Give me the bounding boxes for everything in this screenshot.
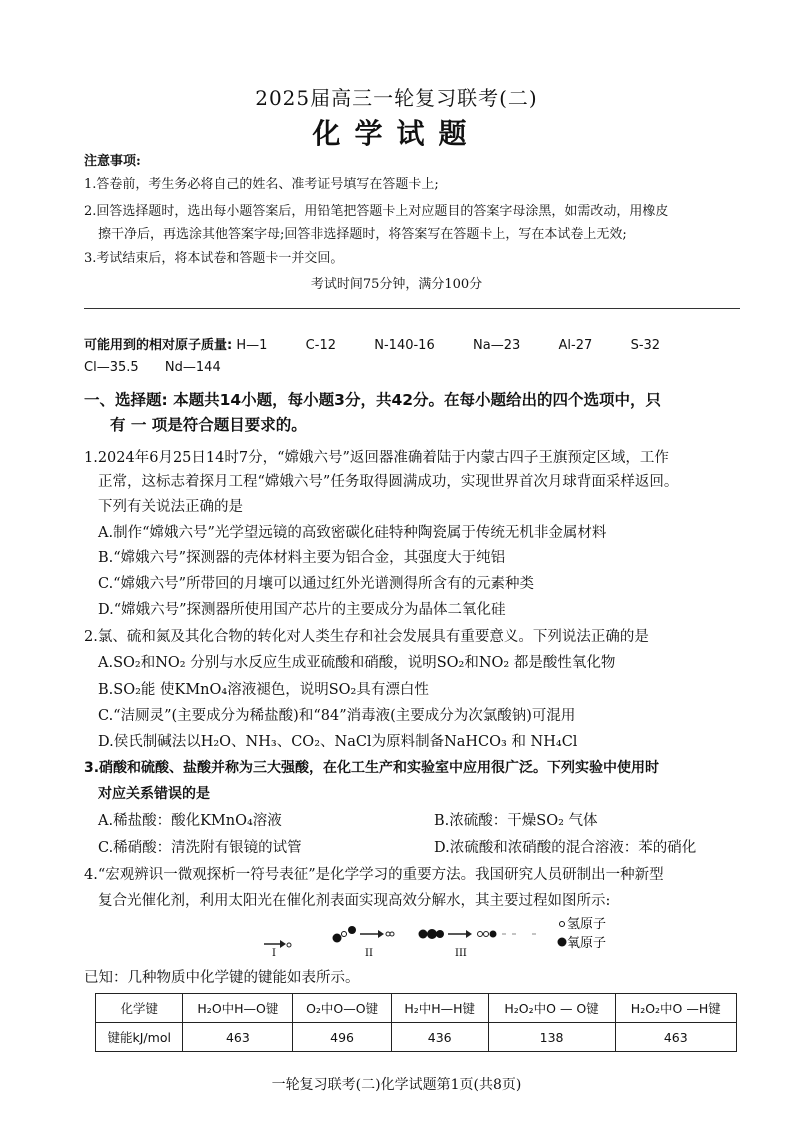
q1-stem-3: 下列有关说法正确的是 [98,499,243,515]
table-header-cell: 化学键 [96,994,183,1023]
hydrogen-atom [386,932,390,936]
table-cell: 463 [183,1023,293,1052]
atomic-mass: C-12 [305,338,336,353]
q1-option-a: A.制作“嫦娥六号”光学望远镜的高致密碳化硅特种陶瓷属于传统无机非金属材料 [98,525,607,541]
q4-stem-2: 复合光催化剂，利用太阳光在催化剂表面实现高效分解水，其主要过程如图所示: [98,893,611,909]
section1-line1: 一、选择题: 本题共14小题，每小题3分，共42分。在每小题给出的四个选项中，只 [84,391,662,409]
atomic-mass: H—1 [236,338,268,353]
q1-option-d: D.“嫦娥六号”探测器所使用国产芯片的主要成分为晶体二氧化硅 [98,602,506,618]
q2-option-d: D.侯氏制碱法以H₂O、NH₃、CO₂、NaCl为原料制备NaHCO₃ 和 NH₄Cl [98,734,578,750]
atomic-masses-line2 [84,360,221,375]
table-cell: 496 [293,1023,391,1052]
bond-energy-table [95,993,737,1052]
atomic-mass: S-32 [630,338,661,353]
hydrogen-atom [478,932,483,937]
hydrogen-atom [342,932,347,937]
atomic-masses-line1 [84,334,660,353]
q1-option-b: B.“嫦娥六号”探测器的壳体材料主要为铝合金，其强度大于纯铝 [98,550,506,566]
notice-heading: 注意事项: [84,154,141,169]
q1-option-c: C.“嫦娥六号”所带回的月壤可以通过红外光谱测得所含有的元素种类 [98,576,535,592]
q3-option-d: D.浓硫酸和浓硝酸的混合溶液：苯的硝化 [434,840,697,856]
notice-item-2-cont: 擦干净后，再选涂其他答案字母;回答非选择题时，将答案写在答题卡上，写在本试卷上无效; [98,227,627,242]
atomic-mass: N-140-16 [374,338,435,353]
arrow-head [378,930,384,938]
table-header-cell: H₂O₂中O — O键 [488,994,615,1023]
hydrogen-legend-label: 氢原子 [567,917,607,932]
notice-item-3: 3.考试结束后，将本试卷和答题卡一并交回。 [84,251,344,266]
notice-item-2: 2.回答选择题时，选出每小题答案后，用铅笔把答题卡上对应题目的答案字母涂黑，如需改动，用橡皮 [84,204,669,219]
oxygen-legend-icon [558,938,567,947]
page-footer: 一轮复习联考(二)化学试题第1页(共8页) [271,1077,522,1093]
q2-option-b: B.SO₂能 使KMnO₄溶液褪色，说明SO₂具有漂白性 [98,682,429,698]
hydrogen-atom [287,943,291,947]
oxygen-atom [427,929,437,939]
table-cell: 463 [615,1023,736,1052]
q4-stem-1: 4.“宏观辨识一微观探析一符号表征”是化学学习的重要方法。我国研究人员研制出一种新型 [84,867,664,883]
q1-stem-2: 正常，这标志着探月工程“嫦娥六号”任务取得圆满成功，实现世界首次月球背面采样返回。 [98,474,679,490]
q4-known: 已知：几种物质中化学键的键能如表所示。 [84,970,360,986]
hydrogen-legend-icon [560,922,565,927]
oxygen-atom [436,930,444,938]
q2-stem: 2.氯、硫和氮及其化合物的转化对人类生存和社会发展具有重要意义。下列说法正确的是 [84,629,649,645]
atomic-masses-label: 可能用到的相对原子质量: [84,338,233,353]
q3-option-c: C.稀硝酸：清洗附有银镜的试管 [98,840,302,856]
notice-item-1: 1.答卷前，考生务必将自己的姓名、准考证号填写在答题卡上; [84,177,439,192]
divider-rule [84,308,740,309]
stage-label: II [365,948,373,959]
time-info: 考试时间75分钟，满分100分 [310,277,483,292]
arrow-head [466,930,472,938]
table-row [96,1023,737,1052]
table-header-cell: H₂O中H—O键 [183,994,293,1023]
q2-option-a: A.SO₂和NO₂ 分别与水反应生成亚硫酸和硝酸，说明SO₂和NO₂ 都是酸性氧化物 [98,655,616,671]
table-row-label: 键能kJ/mol [96,1023,183,1052]
table-header-cell: O₂中O—O键 [293,994,391,1023]
q2-option-c: C.“洁厕灵”(主要成分为稀盐酸)和“84”消毒液(主要成分为次氯酸钠)可混用 [98,708,576,724]
oxygen-atom [490,931,497,938]
subject-title: 化学试题 [312,117,481,150]
stage-label: III [455,948,467,959]
water-splitting-figure [220,912,620,960]
oxygen-atom [348,926,356,934]
q3-stem-1: 3.硝酸和硫酸、盐酸并称为三大强酸，在化工生产和实验室中应用很广泛。下列实验中使用时 [84,760,660,776]
atomic-mass: Na—23 [473,338,521,353]
oxygen-atom [333,934,342,943]
q3-option-a: A.稀盐酸：酸化KMnO₄溶液 [98,813,282,829]
hydrogen-atom [484,932,489,937]
oxygen-legend-label: 氧原子 [567,936,607,951]
atomic-mass: Cl—35.5 [84,360,139,375]
stage-label: I [272,948,276,959]
hydrogen-atom [390,932,394,936]
table-cell: 138 [488,1023,615,1052]
table-header-cell: H₂O₂中O —H键 [615,994,736,1023]
atomic-mass: Nd—144 [164,360,221,375]
atomic-mass: Al-27 [558,338,593,353]
table-header-cell: H₂中H—H键 [391,994,488,1023]
section1-line2: 有 一 项是符合题目要求的。 [110,416,307,434]
q3-stem-2: 对应关系错误的是 [98,786,210,802]
table-header-row [96,994,737,1023]
arrow-head [280,940,286,948]
exam-title: 2025届高三一轮复习联考(二) [255,86,538,110]
table-cell: 436 [391,1023,488,1052]
q3-option-b: B.浓硫酸：干燥SO₂ 气体 [434,813,598,829]
q1-stem-1: 1.2024年6月25日14时7分，“嫦娥六号”返回器准确着陆于内蒙古四子王旗预定区域，工作 [84,450,669,466]
oxygen-atom [419,930,428,939]
